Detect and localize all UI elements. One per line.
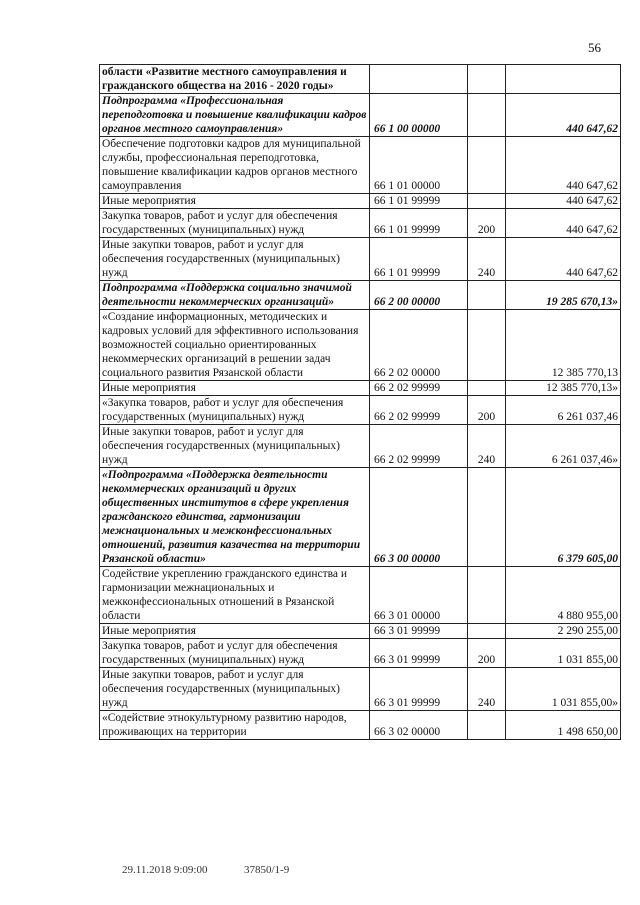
row-code: 66 2 02 00000 — [370, 310, 468, 381]
table-row — [100, 624, 621, 639]
row-expense-type — [468, 94, 506, 137]
row-expense-type — [468, 310, 506, 381]
row-sum: 19 285 670,13» — [506, 281, 621, 310]
row-sum: 440 647,62 — [506, 194, 621, 209]
row-name: Закупка товаров, работ и услуг для обеспечения государственных (муниципальных) нужд — [100, 209, 370, 238]
row-sum: 6 379 605,00 — [506, 468, 621, 567]
row-sum: 1 498 650,00 — [506, 711, 621, 740]
row-name: Подпрограмма «Поддержка социально значимой деятельности некоммерческих организаций» — [100, 281, 370, 310]
row-name: Иные мероприятия — [100, 624, 370, 639]
row-name: Подпрограмма «Профессиональная переподготовка и повышение квалификации кадров органов местного самоуправления» — [100, 94, 370, 137]
row-name: Закупка товаров, работ и услуг для обеспечения государственных (муниципальных) нужд — [100, 639, 370, 668]
table-row — [100, 468, 621, 567]
row-expense-type: 240 — [468, 425, 506, 468]
table-row — [100, 94, 621, 137]
row-expense-type — [468, 567, 506, 624]
row-expense-type: 240 — [468, 668, 506, 711]
row-code: 66 1 01 99999 — [370, 238, 468, 281]
footer-doc-code: 37850/1-9 — [244, 864, 290, 876]
row-sum: 2 290 255,00 — [506, 624, 621, 639]
table-row — [100, 639, 621, 668]
table-row — [100, 396, 621, 425]
row-sum: 440 647,62 — [506, 238, 621, 281]
row-name: Обеспечение подготовки кадров для муниципальной службы, профессиональная переподготовка, повышение квалификации кадров органов местного самоуправления — [100, 137, 370, 194]
row-expense-type — [468, 711, 506, 740]
row-code: 66 1 01 00000 — [370, 137, 468, 194]
row-code: 66 2 02 99999 — [370, 425, 468, 468]
row-sum: 440 647,62 — [506, 209, 621, 238]
row-expense-type: 200 — [468, 639, 506, 668]
row-expense-type: 240 — [468, 238, 506, 281]
table-row — [100, 65, 621, 94]
row-code: 66 3 01 99999 — [370, 624, 468, 639]
row-code: 66 1 01 99999 — [370, 194, 468, 209]
row-sum: 440 647,62 — [506, 137, 621, 194]
table-row — [100, 238, 621, 281]
row-code: 66 3 02 00000 — [370, 711, 468, 740]
row-sum: 1 031 855,00» — [506, 668, 621, 711]
row-code: 66 2 02 99999 — [370, 396, 468, 425]
row-code: 66 1 01 99999 — [370, 209, 468, 238]
row-name: Иные закупки товаров, работ и услуг для обеспечения государственных (муниципальных) нужд — [100, 425, 370, 468]
table-row — [100, 310, 621, 381]
table-row — [100, 281, 621, 310]
row-expense-type: 200 — [468, 209, 506, 238]
row-code: 66 1 00 00000 — [370, 94, 468, 137]
row-code: 66 2 02 99999 — [370, 381, 468, 396]
row-name: «Закупка товаров, работ и услуг для обеспечения государственных (муниципальных) нужд — [100, 396, 370, 425]
table-row — [100, 381, 621, 396]
footer-date: 29.11.2018 9:09:00 — [122, 864, 208, 876]
row-name: «Содействие этнокультурному развитию народов, проживающих на территории — [100, 711, 370, 740]
table-row — [100, 567, 621, 624]
table-row — [100, 711, 621, 740]
row-expense-type — [468, 194, 506, 209]
row-code: 66 2 00 00000 — [370, 281, 468, 310]
row-name: Содействие укреплению гражданского единства и гармонизации межнациональных и межконфессиональных отношений в Рязанской области — [100, 567, 370, 624]
row-expense-type — [468, 468, 506, 567]
row-name: Иные мероприятия — [100, 381, 370, 396]
row-code — [370, 65, 468, 94]
table-row — [100, 137, 621, 194]
budget-table — [99, 64, 621, 740]
table-row — [100, 194, 621, 209]
row-name: «Создание информационных, методических и кадровых условий для эффективного использования возможностей социально ориентированных некоммерческих организаций в решении задач социального развития Рязанской области — [100, 310, 370, 381]
row-expense-type: 200 — [468, 396, 506, 425]
table-row — [100, 668, 621, 711]
row-sum: 6 261 037,46 — [506, 396, 621, 425]
page-number: 56 — [588, 40, 601, 55]
row-expense-type — [468, 624, 506, 639]
row-code: 66 3 01 99999 — [370, 639, 468, 668]
row-expense-type — [468, 381, 506, 396]
row-name: Иные мероприятия — [100, 194, 370, 209]
row-name: Иные закупки товаров, работ и услуг для обеспечения государственных (муниципальных) нужд — [100, 238, 370, 281]
budget-table-body — [100, 65, 621, 740]
row-sum: 440 647,62 — [506, 94, 621, 137]
row-name: Иные закупки товаров, работ и услуг для обеспечения государственных (муниципальных) нужд — [100, 668, 370, 711]
row-expense-type — [468, 65, 506, 94]
row-name: «Подпрограмма «Поддержка деятельности некоммерческих организаций и других общественных институтов в сфере укрепления гражданского единства, гармонизации межнациональных и межконфессиональных отношений, развития казачества на территории Рязанской области» — [100, 468, 370, 567]
table-row — [100, 425, 621, 468]
row-sum: 12 385 770,13 — [506, 310, 621, 381]
row-sum: 6 261 037,46» — [506, 425, 621, 468]
row-sum: 12 385 770,13» — [506, 381, 621, 396]
row-expense-type — [468, 281, 506, 310]
row-sum: 4 880 955,00 — [506, 567, 621, 624]
row-sum — [506, 65, 621, 94]
row-code: 66 3 01 99999 — [370, 668, 468, 711]
row-code: 66 3 01 00000 — [370, 567, 468, 624]
row-sum: 1 031 855,00 — [506, 639, 621, 668]
row-expense-type — [468, 137, 506, 194]
row-name: области «Развитие местного самоуправления и гражданского общества на 2016 - 2020 годы» — [100, 65, 370, 94]
table-row — [100, 209, 621, 238]
row-code: 66 3 00 00000 — [370, 468, 468, 567]
